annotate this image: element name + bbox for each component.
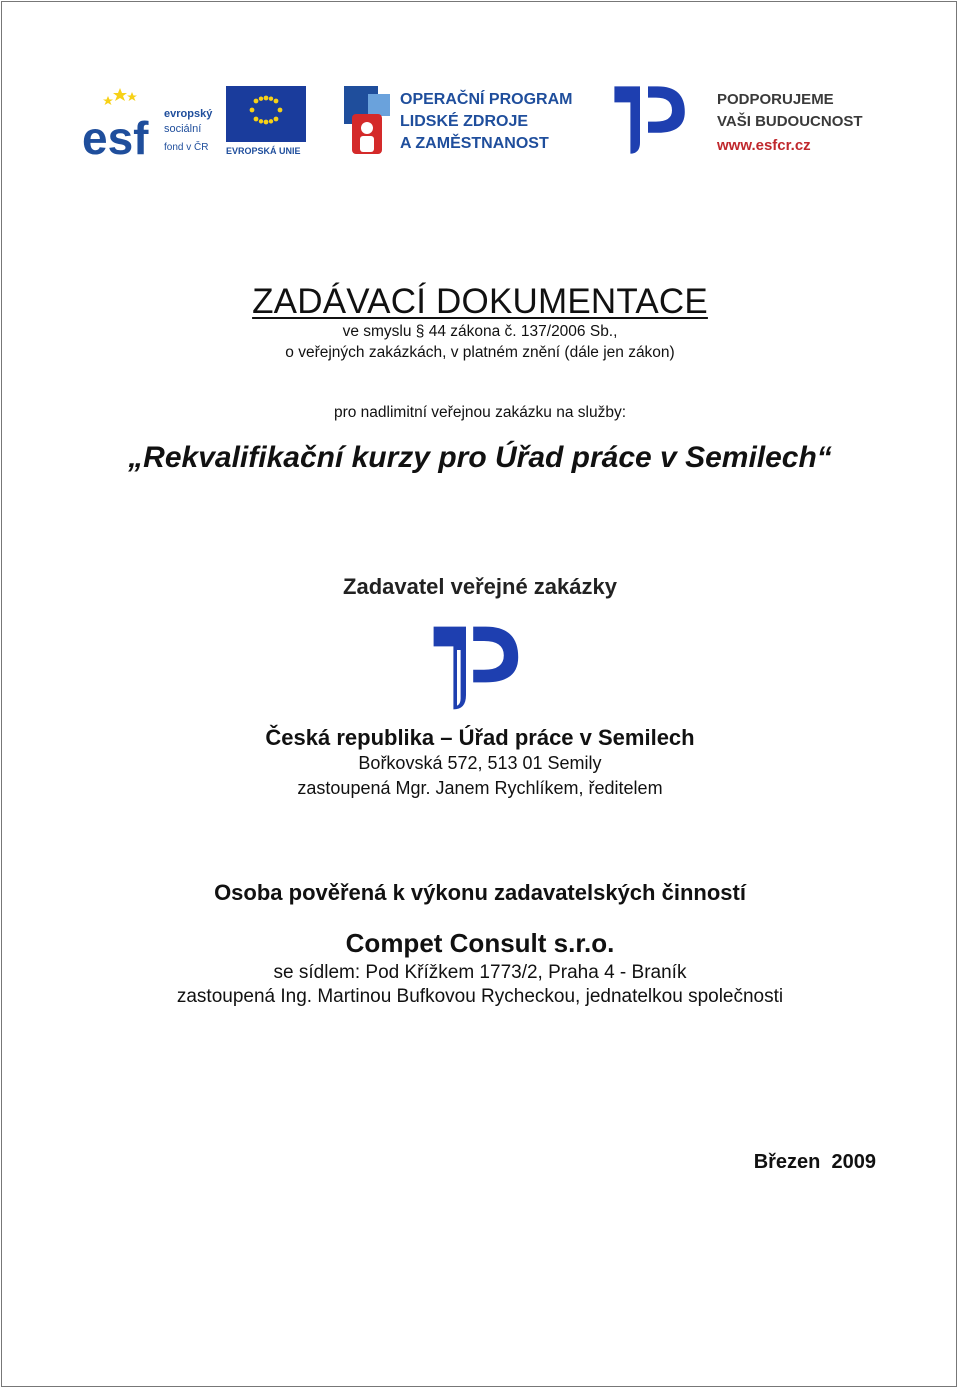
agent-representative: zastoupená Ing. Martinou Bufkovou Rycheckou, jednatelkou společnosti xyxy=(176,986,784,1007)
agent-heading: Osoba pověřená k výkonu zadavatelských činností xyxy=(214,880,746,905)
contracting-authority-representative: zastoupená Mgr. Janem Rychlíkem, ředitelem xyxy=(297,778,663,798)
law-reference-line1: ve smyslu § 44 zákona č. 137/2006 Sb., xyxy=(342,323,618,340)
support-line1: PODPORUJEME xyxy=(717,91,834,108)
oplz-logo xyxy=(342,80,582,160)
tender-subject: „Rekvalifikační kurzy pro Úřad práce v Semilech“ xyxy=(128,441,832,474)
support-logo xyxy=(715,80,885,160)
esf-big-text: esf xyxy=(82,112,149,160)
esf-logo xyxy=(80,80,310,160)
esf-line2: sociální xyxy=(164,123,202,135)
urad-prace-logo-icon xyxy=(608,80,688,160)
esf-line1: evropský xyxy=(164,108,213,120)
tender-type: pro nadlimitní veřejnou zakázku na služby: xyxy=(333,404,627,421)
urad-prace-logo-icon xyxy=(430,623,520,713)
esf-line3: fond v ČR xyxy=(164,142,209,153)
contracting-authority-name: Česká republika – Úřad práce v Semilech xyxy=(265,725,695,750)
oplz-line3: A ZAMĚSTNANOST xyxy=(400,135,549,152)
agent-name: Compet Consult s.r.o. xyxy=(345,928,615,958)
support-url: www.esfcr.cz xyxy=(717,137,811,154)
law-reference-line2: o veřejných zakázkách, v platném znění (dále jen zákon) xyxy=(285,344,675,361)
oplz-logo-icon xyxy=(344,86,390,154)
document-title: ZADÁVACÍ DOKUMENTACE xyxy=(252,282,708,321)
contracting-authority-heading: Zadavatel veřejné zakázky xyxy=(343,574,617,599)
logo-bar xyxy=(80,80,880,160)
support-line2: VAŠI BUDOUCNOST xyxy=(717,113,863,130)
document-date: Březen 2009 xyxy=(753,1151,876,1173)
contracting-authority-logo xyxy=(430,623,520,713)
agent-seat: se sídlem: Pod Křížkem 1773/2, Praha 4 - Braník xyxy=(273,962,687,983)
eu-flag-icon xyxy=(226,86,306,142)
oplz-line1: OPERAČNÍ PROGRAM xyxy=(400,91,573,108)
oplz-line2: LIDSKÉ ZDROJE xyxy=(400,113,529,130)
contracting-authority-address: Bořkovská 572, 513 01 Semily xyxy=(358,753,602,773)
eu-caption: EVROPSKÁ UNIE xyxy=(226,146,301,156)
urad-prace-logo-small xyxy=(608,80,688,160)
esf-stars-icon xyxy=(103,88,137,105)
